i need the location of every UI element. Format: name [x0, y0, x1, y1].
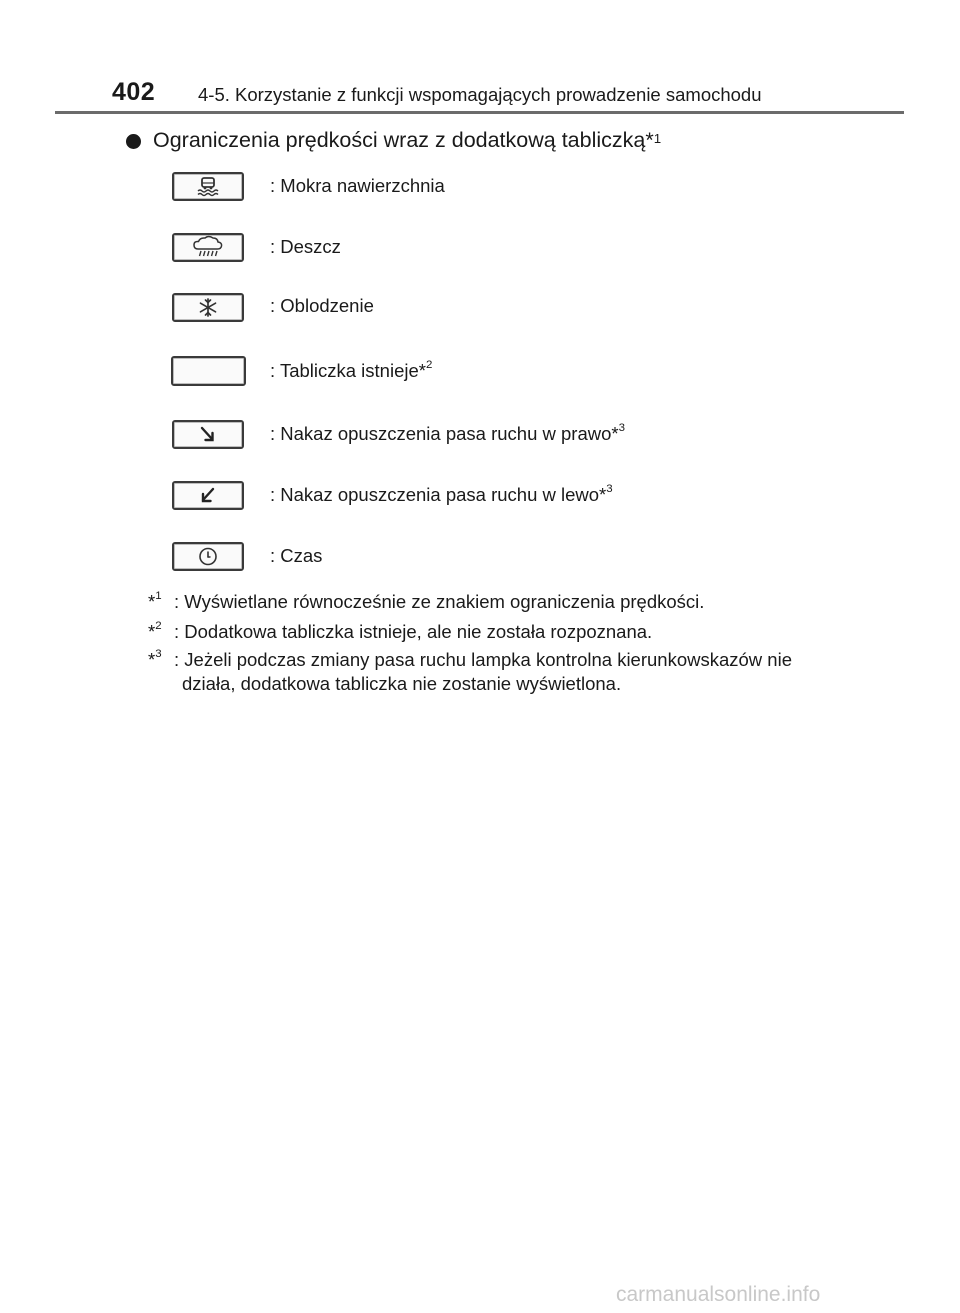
blank-plate-icon: [171, 356, 246, 386]
header-divider: [55, 111, 904, 114]
page-number: 402: [112, 78, 156, 106]
wet-road-icon: [172, 172, 244, 201]
clock-icon: [172, 542, 244, 571]
sign-row-exit-left: [0, 481, 960, 521]
page-header: [0, 0, 960, 118]
footnote-1: *$^1$ : Wyświetlane równocześnie ze znakiem ograniczenia prędkości.: [148, 590, 705, 612]
heading-text: Ograniczenia prędkości wraz z dodatkową tabliczką*: [153, 128, 654, 152]
watermark: carmanualsonline.info: [616, 1283, 821, 1306]
sign-label-plate-exists: : Tabliczka istnieje*$^2$: [270, 359, 433, 381]
sign-label-rain: : Deszcz: [270, 236, 341, 257]
bullet-icon: [126, 134, 141, 149]
sign-label-exit-right: : Nakaz opuszczenia pasa ruchu w prawo*$^3$: [270, 422, 625, 444]
sign-row-wet-road: [0, 172, 960, 212]
sign-label-exit-left: : Nakaz opuszczenia pasa ruchu w lewo*$^3$: [270, 483, 613, 505]
sign-row-exit-right: [0, 420, 960, 460]
section-title: 4-5. Korzystanie z funkcji wspomagających prowadzenie samochodu: [198, 84, 762, 105]
sign-label-wet-road: : Mokra nawierzchnia: [270, 175, 445, 196]
sign-row-plate-exists: [0, 356, 960, 396]
section-heading: Ograniczenia prędkości wraz z dodatkową tabliczką* $^1$: [126, 128, 661, 153]
sign-label-ice: : Oblodzenie: [270, 295, 374, 316]
footnote-2: *$^2$ : Dodatkowa tabliczka istnieje, ale nie została rozpoznana.: [148, 620, 653, 642]
footnote-3: *$^3$ : Jeżeli podczas zmiany pasa ruchu lampka kontrolna kierunkowskazów nie działa, dodatkowa tabliczka nie zostanie wyświetlona.: [148, 648, 792, 694]
arrow-down-left-icon: [172, 481, 244, 510]
sign-row-rain: [0, 233, 960, 273]
sign-row-time: [0, 542, 960, 582]
snowflake-icon: [172, 293, 244, 322]
sign-label-time: : Czas: [270, 545, 323, 566]
arrow-down-right-icon: [172, 420, 244, 449]
sign-row-ice: [0, 293, 960, 333]
rain-cloud-icon: [172, 233, 244, 262]
